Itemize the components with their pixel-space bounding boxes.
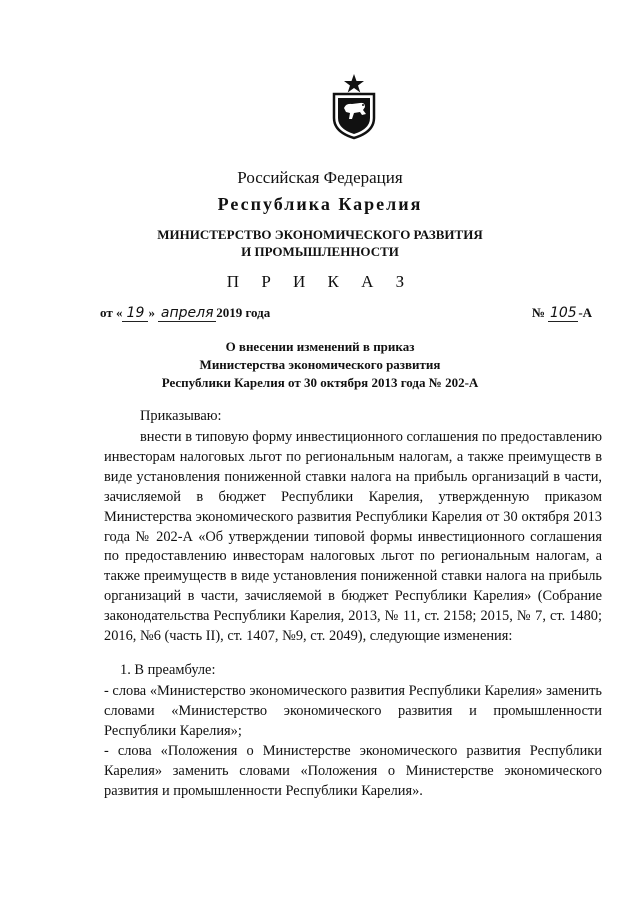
ministry-name <box>0 226 640 260</box>
number-suffix: -А <box>578 305 593 320</box>
date-day: 19 <box>122 305 148 322</box>
coat-of-arms-icon <box>330 72 378 140</box>
change-item-1: - слова «Министерство экономического развития Республики Карелия» заменить словами «Министерство экономического развития и промышленности Республики Карелия»; <box>104 683 602 739</box>
ministry-line-2: И ПРОМЫШЛЕННОСТИ <box>241 244 399 259</box>
country-name: Российская Федерация <box>237 168 403 187</box>
number-value: 105 <box>549 305 577 321</box>
ministry-line-1: МИНИСТЕРСТВО ЭКОНОМИЧЕСКОГО РАЗВИТИЯ <box>157 227 483 242</box>
order-subject <box>0 338 640 392</box>
republic-name: Республика Карелия <box>217 194 423 214</box>
change-item-2: - слова «Положения о Министерстве экономического развития Республики Карелия» заменить словами «Положения о Министерстве экономического развития и промышленности Республики Карелия». <box>104 742 602 799</box>
changes-list <box>104 682 602 801</box>
order-date <box>100 305 270 322</box>
main-text: внести в типовую форму инвестиционного соглашения по предоставлению инвесторам налоговых льгот по региональным налогам, а также преимуществ в виде установления пониженной ставки налога на прибыль организаций в части, зачисляемой в бюджет Республики Карелия, утвержденную приказом Министерства экономического развития Республики Карелия от 30 октября 2013 года № 202-А «Об утверждении типовой формы инвестиционного соглашения по предоставлению инвесторам налоговых льгот по региональным налогам, а также преимуществ в виде установления пониженной ставки налога на прибыль организаций в части, зачисляемой в бюджет Республики Карелия» (Собрание законодательства Республики Карелия, 2013, № 11, ст. 2158; 2015, № 7, ст. 1480; 2016, №6 (часть II), ст. 1407, №9, ст. 2049), следующие изменения: <box>104 429 602 645</box>
date-mid: » <box>148 305 155 320</box>
number-prefix: № <box>532 305 546 320</box>
subject-line-1: О внесении изменений в приказ <box>225 339 415 354</box>
subject-line-3: Республики Карелия от 30 октября 2013 года № 202-А <box>161 375 479 390</box>
order-number <box>532 305 592 322</box>
orders-word: Приказываю: <box>140 408 222 424</box>
date-prefix: от « <box>100 305 123 320</box>
document-type: П Р И К А З <box>226 272 414 291</box>
list-item-1: 1. В преамбуле: <box>120 662 216 678</box>
date-year: 2019 года <box>216 305 271 320</box>
date-month: апреля <box>158 305 216 322</box>
subject-line-2: Министерства экономического развития <box>199 357 441 372</box>
main-paragraph <box>104 428 602 647</box>
